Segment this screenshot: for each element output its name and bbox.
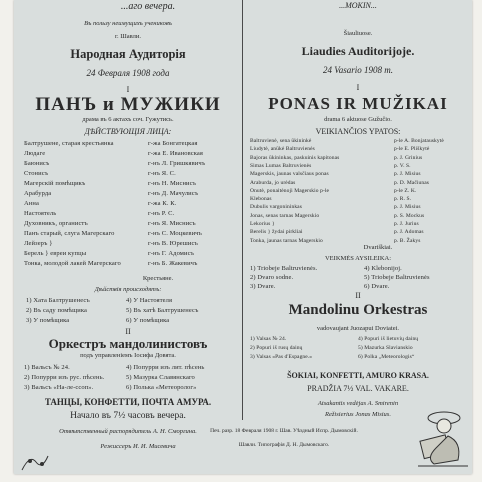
cast-row-right: p. B. Žakys: [394, 237, 421, 244]
part-1-label: I: [356, 83, 360, 92]
cast-row-right: p. J. Misius: [394, 204, 421, 211]
cast-row-left: Dubulis vargonininkas: [250, 204, 302, 211]
cast-row-right: г-нъ Г. Адомисъ: [148, 250, 195, 257]
floral-ornament-icon: [20, 452, 50, 472]
cast-row-left: Berelis } žydai pirkliai: [250, 229, 303, 236]
program-item-left: 1) Valsas № 24.: [250, 336, 287, 342]
cast-row-right: p. J. Grinius: [394, 154, 423, 161]
cast-row-right: г-нъ Р. С.: [148, 210, 175, 217]
cast-row-left: Людаге: [24, 150, 46, 157]
cast-row-right: г-нъ Б. Жакевичъ: [148, 260, 198, 267]
cast-row-left: Духовникъ, органистъ: [24, 220, 88, 227]
program-item-left: 3) Valsas «Pas d'Espagne.»: [250, 354, 313, 360]
play-title: ПАНЪ и МУЖИКИ: [35, 94, 221, 115]
cast-tail: Dvariškiai.: [363, 244, 393, 251]
cast-row-right: p-le Z. K.: [394, 187, 417, 194]
censor-note: Печ. разр. 18 Февраля 1908 г. Шав. Уѣздный Испр. Дымовскій.: [210, 428, 358, 434]
cast-row-right: p. S. Mockus: [394, 212, 425, 219]
act-item-left: 3) У помѣщика: [26, 317, 70, 324]
program-item-left: 3) Вальсъ «На-ле-ссоп».: [24, 384, 94, 391]
cast-row-right: p. J. Jurius: [394, 221, 419, 227]
cast-row-left: Onutė, ponaitėnoji Magerskio p-le: [250, 187, 330, 194]
act-item-left: 3) Dvare.: [250, 283, 276, 290]
cast-row-right: г-нъ Я. С.: [148, 170, 176, 177]
cast-row-left: Araburda, jo urėdas: [250, 179, 296, 186]
start-time: Начало въ 7½ часовъ вечера.: [70, 411, 186, 421]
program-item-left: 1) Вальсъ № 24.: [24, 364, 70, 371]
cast-row-left: Настоятель: [24, 210, 57, 217]
program-item-right: 4) Popuri iš lietuvių dainų: [358, 336, 419, 342]
program-item-right: 5) Mazurka Slavianskio: [358, 345, 413, 351]
cast-row-right: г-нъ Д. Мачулисъ: [148, 190, 199, 197]
act-item-left: 1) Triobeje Baltruvienės.: [250, 265, 318, 272]
cast-row-left: Лейзеръ }: [24, 240, 53, 247]
cast-row-right: p. J. Adomas: [394, 229, 424, 236]
acts-heading: VEIKMĖS AYSILEIKA:: [324, 255, 392, 262]
part-2-label: II: [355, 291, 361, 300]
cast-row-left: Jonas, senas tarnas Magerskio: [250, 212, 320, 219]
orchestra-title: Mandolinu Orkestras: [288, 302, 428, 318]
cast-row-left: Балтрушене, старая крестьянка: [24, 140, 114, 147]
header-sub: Въ пользу неимущихъ учениковъ: [84, 20, 172, 27]
cast-row-left: Liudytė, anūkė Baltruvienės: [250, 146, 315, 153]
date: 24 Февраля 1908 года: [86, 68, 170, 78]
cast-row-right: г-жа Е. Ивановская: [148, 150, 203, 157]
act-item-right: 4) Klebonijoj.: [364, 265, 402, 272]
cast-row-right: г-жа Бонгатецкая: [148, 140, 198, 147]
orchestra-title: Оркестръ мандолинистовъ: [48, 336, 208, 351]
play-subtitle: драма въ 6 актахъ соч. Гужутись.: [82, 116, 174, 123]
cast-row-right: г-нъ Я. Миснисъ: [148, 220, 196, 227]
venue: Liaudies Auditorijoje.: [301, 44, 415, 58]
cast-tail: Крестьяне.: [142, 275, 174, 282]
cast-row-right: г-жа К. К.: [148, 200, 177, 207]
cast-row-right: p. D. Mačiunas: [394, 179, 430, 186]
program-sheet: [14, 0, 472, 474]
program-item-right: 5) Мазурка Славянскаго: [126, 374, 195, 381]
header-top: ...MOKIN...: [339, 1, 377, 10]
act-item-right: 6) Dvare.: [364, 283, 390, 290]
part-1-label: I: [126, 85, 130, 94]
header-sub: Šiauliuose.: [343, 30, 373, 37]
play-subtitle: drama 6 aktuose Gužučio.: [324, 116, 392, 123]
act-item-left: 1) Хата Балтрушенесъ: [26, 297, 90, 304]
cast-row-left: Магерскій помѣщикъ: [24, 180, 86, 187]
cast-heading: ДѢЙСТВУЮЩІЯ ЛИЦА:: [84, 127, 172, 136]
cast-row-left: Tonka, jaunas tarnas Magerskio: [250, 237, 323, 244]
program-item-right: 4) Попурри изъ лит. пѣсень: [126, 364, 205, 371]
city: г. Шавли.: [115, 33, 141, 40]
cast-row-right: p-le E. Pliškytė: [394, 146, 430, 153]
cast-row-left: Стонисъ: [24, 170, 49, 177]
cast-row-right: г-нъ Н. Миснисъ: [148, 180, 197, 187]
director: Режиссеръ И. И. Мисевича: [100, 443, 176, 450]
header-top: ...аго вечера.: [120, 1, 176, 12]
date: 24 Vasario 1908 m.: [322, 65, 393, 75]
cast-row-right: г-нъ Л. Гришкявичъ: [148, 160, 206, 167]
manager: Atsakantis vedėjas A. Smirenin: [317, 400, 399, 407]
cast-row-left: Lekorius }: [250, 221, 275, 227]
act-item-right: 6) У помѣщика: [126, 317, 170, 324]
cast-row-right: p-le A. Bonjatauskytė: [394, 138, 444, 144]
cast-row-left: Bajoras ūkininkas, paskuinis kapitonas: [250, 154, 340, 161]
cast-heading: VEIKIANČIOS YPATOS:: [315, 127, 401, 136]
orchestra-subtitle: подъ управленіемъ Іосифа Довята.: [80, 352, 176, 359]
act-item-right: 4) У Настоятеля: [126, 297, 173, 304]
cast-row-left: Magerskis, jaunas valsčiaus ponas: [250, 171, 329, 178]
program-item-right: 6) Полька «Метеоролог»: [126, 384, 197, 391]
cast-row-left: Баюнисъ: [24, 160, 50, 167]
printer-note: Шавли. Типографія Д. Н. Дымовскаго.: [238, 442, 330, 448]
cast-row-right: p. V. S.: [394, 162, 411, 169]
cast-row-right: p. R. S.: [394, 196, 412, 203]
finale: ТАНЦЫ, КОНФЕТТИ, ПОЧТА АМУРА.: [44, 397, 212, 407]
act-item-left: 2) Dvaro sodne.: [250, 274, 294, 281]
cast-row-left: Baltruvienė, sena ūkininkė: [250, 138, 312, 144]
director: Režisierius Jonas Misius.: [325, 411, 391, 418]
act-item-right: 5) Въ хатѣ Балтрушенесъ: [126, 307, 199, 314]
column-divider: [242, 0, 243, 420]
program-item-left: 2) Popuri iš rusų dainų: [250, 345, 303, 351]
cast-row-left: Klebonas: [250, 196, 272, 203]
program-item-left: 2) Попурри изъ рус. пѣсень.: [24, 374, 105, 381]
program-item-right: 6) Polka „Meteorologis“: [358, 354, 415, 360]
cast-row-right: г-нъ С. Моцкевичъ: [148, 230, 202, 237]
finale: ŠOKIAI, KONFETTI, AMURO KRASA.: [287, 371, 429, 380]
act-item-right: 5) Triobeje Baltruvienės: [364, 274, 430, 281]
part-2-label: II: [125, 327, 131, 336]
cast-row-left: Панъ старый, слуга Магерскаго: [24, 230, 115, 237]
cast-row-left: Тонка, молодой лакей Магерскаго: [24, 260, 121, 267]
lithuanian-column: [244, 0, 472, 474]
act-item-left: 2) Въ саду помѣщика: [26, 307, 87, 314]
venue: Народная Аудиторія: [70, 47, 186, 61]
cast-row-left: Берель } евреи купцы: [24, 250, 87, 257]
russian-column: [14, 0, 242, 474]
manager: Отвѣтственный распорядитель А. Н. Сморгина.: [59, 428, 197, 435]
cast-row-left: Анна: [24, 200, 39, 207]
cast-row-right: p. J. Misius: [394, 171, 421, 178]
reading-child-illustration-icon: [414, 408, 472, 470]
cast-row-right: г-нъ В. Юрешисъ: [148, 240, 198, 247]
cast-row-left: Simas Lumas Baltruvienės: [250, 162, 312, 169]
acts-heading: Дѣйствія происходятъ:: [94, 286, 162, 293]
cast-row-left: Арабурда: [24, 190, 52, 197]
orchestra-subtitle: vadovaujant Juozapui Doviatei.: [316, 325, 400, 332]
play-title: PONAS IR MUŽIKAI: [268, 94, 448, 113]
start-time: PRADŽIA 7½ VAL. VAKARE.: [307, 384, 409, 393]
